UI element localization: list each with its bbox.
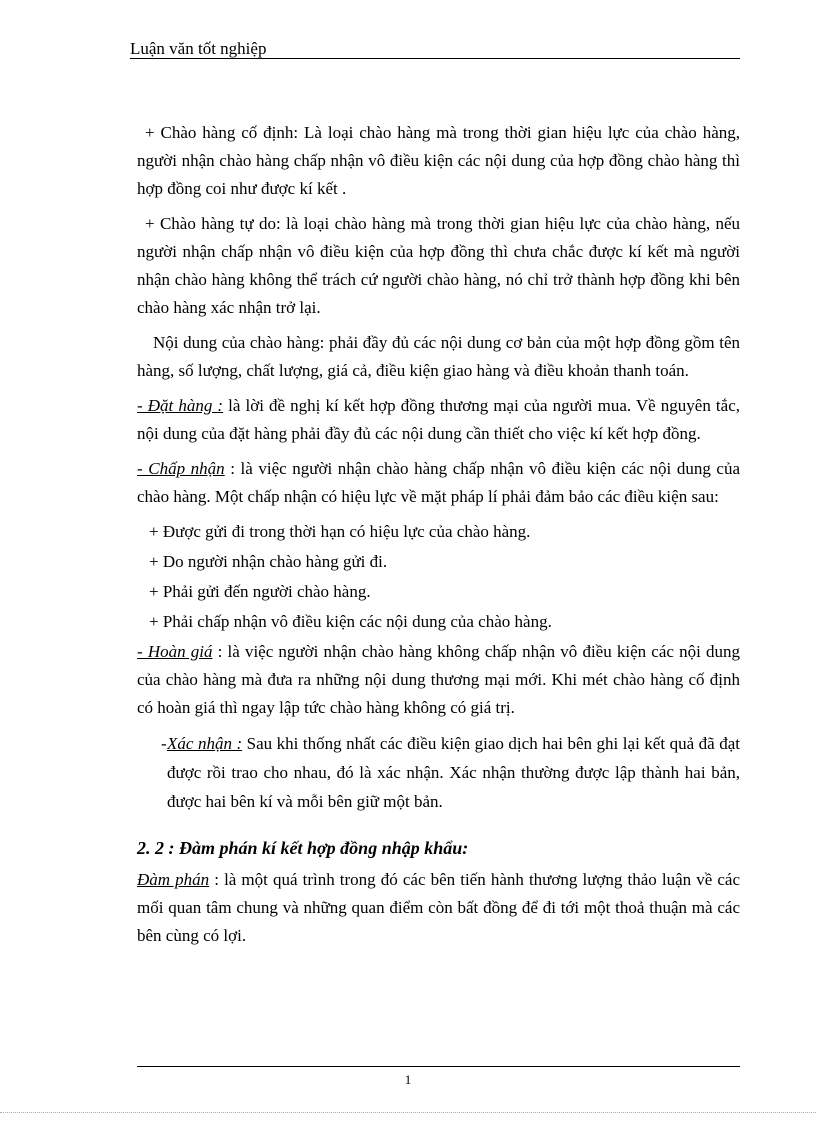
paragraph-negotiation bbox=[137, 866, 740, 950]
paragraph-fixed-offer: + Chào hàng cố định: Là loại chào hàng mà trong thời gian hiệu lực của chào hàng, người nhận chào hàng chấp nhận vô điều kiện các nội dung của hợp đồng chào hàng thì hợp đồng coi như được kí kết . bbox=[137, 123, 740, 198]
paragraph-order bbox=[137, 392, 740, 448]
paragraph-counter-offer bbox=[137, 638, 740, 722]
header-title: Luận văn tốt nghiệp bbox=[130, 39, 267, 58]
bullet-item-4: + Phải chấp nhận vô điều kiện các nội dung của chào hàng. bbox=[149, 612, 552, 631]
confirmation-dash: - bbox=[161, 734, 167, 753]
page-number: 1 bbox=[404, 1072, 412, 1087]
term-confirmation: Xác nhận : bbox=[167, 734, 243, 753]
counter-offer-text: : là việc người nhận chào hàng không chấp nhận vô điều kiện các nội dung của chào hàng mà đưa ra những nội dung thương mại mới. Khi mét chào hàng cố định có hoàn giá thì ngay lập tức chào hàng không có giá trị. bbox=[137, 642, 740, 717]
term-order: - Đặt hàng : bbox=[137, 396, 224, 415]
term-negotiation: Đàm phán bbox=[137, 870, 210, 889]
negotiation-text: : là một quá trình trong đó các bên tiến hành thương lượng thảo luận về các mối quan tâm chung và những quan điểm còn bất đồng để đi tới một thoả thuận mà các bên cùng có lợi. bbox=[137, 870, 740, 945]
paragraph-confirmation bbox=[137, 729, 740, 816]
bullet-item-3: + Phải gửi đến người chào hàng. bbox=[149, 582, 371, 601]
acceptance-text: : là việc người nhận chào hàng chấp nhận vô điều kiện các nội dung của chào hàng. Một chấp nhận có hiệu lực về mặt pháp lí phải đảm bảo các điều kiện sau: bbox=[137, 459, 741, 506]
bullet-item-2: + Do người nhận chào hàng gửi đi. bbox=[149, 552, 388, 571]
footer-divider bbox=[137, 1066, 740, 1067]
page-header bbox=[130, 40, 740, 59]
section-heading: 2. 2 : Đàm phán kí kết hợp đồng nhập khẩu: bbox=[137, 838, 469, 858]
paragraph-free-offer: + Chào hàng tự do: là loại chào hàng mà trong thời gian hiệu lực của chào hàng, nếu người nhận chấp nhận vô điều kiện của hợp đồng thì chưa chắc được kí kết mà người nhận chào hàng không thể trách cứ người chào hàng, nó chỉ trở thành hợp đồng khi bên chào hàng xác nhận trở lại. bbox=[137, 214, 740, 317]
term-counter-offer: - Hoàn giá bbox=[137, 642, 213, 661]
paragraph-acceptance bbox=[137, 455, 740, 511]
page-bottom-edge bbox=[0, 1112, 816, 1113]
paragraph-offer-content: Nội dung của chào hàng: phải đầy đủ các nội dung cơ bản của một hợp đồng gồm tên hàng, số lượng, chất lượng, giá cả, điều kiện giao hàng và điều khoản thanh toán. bbox=[137, 333, 740, 380]
confirmation-text: Sau khi thống nhất các điều kiện giao dịch hai bên ghi lại kết quả đã đạt được rồi trao cho nhau, đó là xác nhận. Xác nhận thường được lập thành hai bản, được hai bên kí và mỗi bên giữ một bản. bbox=[167, 734, 740, 811]
term-acceptance: - Chấp nhận bbox=[137, 459, 225, 478]
bullet-item-1: + Được gửi đi trong thời hạn có hiệu lực của chào hàng. bbox=[149, 522, 531, 541]
page-content bbox=[137, 119, 740, 957]
order-text: là lời đề nghị kí kết hợp đồng thương mại của người mua. Về nguyên tắc, nội dung của đặt hàng phải đầy đủ các nội dung cần thiết cho việc kí kết hợp đồng. bbox=[137, 396, 740, 443]
